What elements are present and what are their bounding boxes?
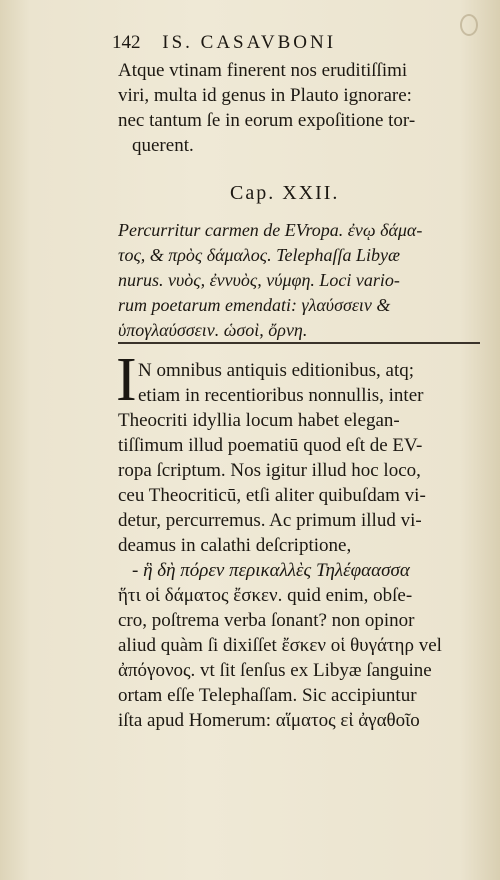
running-header bbox=[112, 32, 482, 54]
summary-line: nurus. νυὸς, ἐννυὸς, νύμφη. Loci vario- bbox=[118, 270, 400, 290]
text-line: querent. bbox=[132, 135, 194, 156]
text-line: nec tantum ſe in eorum expoſitione tor- bbox=[118, 110, 416, 131]
verse-quote-line: - ἣ δὴ πόρεν περικαλλὲς Τηλέφαασσα bbox=[132, 560, 410, 581]
summary-line: rum poetarum emendati: γλαύσσειν & bbox=[118, 295, 391, 315]
text-line: Atque vtinam finerent nos eruditiſſimi bbox=[118, 60, 408, 81]
text-line: aliud quàm ſi dixiſſet ἔσκεν οἱ θυγάτηρ vel bbox=[118, 635, 442, 656]
text-line: cro, poſtrema verba ſonant? non opinor bbox=[118, 610, 415, 631]
text-line: deamus in calathi deſcriptione, bbox=[118, 535, 352, 556]
summary-line: Percurritur carmen de EVropa. ἐνῳ δάμα- bbox=[118, 220, 423, 240]
text-line: detur, percurremus. Ac primum illud vi- bbox=[118, 510, 422, 531]
summary-line: ὑπογλαύσσειν. ὡσοὶ, ὄρνη. bbox=[118, 320, 308, 340]
drop-cap: I bbox=[116, 346, 137, 414]
section-rule bbox=[118, 342, 480, 344]
text-line: viri, multa id genus in Plauto ignorare: bbox=[118, 85, 412, 106]
summary-line: τος, & πρὸς δάμαλος. Telephaſſa Libyæ bbox=[118, 245, 400, 265]
text-line: ortam eſſe Telephaſſam. Sic accipiuntur bbox=[118, 685, 417, 706]
paragraph-main bbox=[118, 358, 480, 733]
text-line: tiſſimum illud poematiū quod eſt de EV- bbox=[118, 435, 423, 456]
text-line: etiam in recentioribus nonnullis, inter bbox=[138, 385, 424, 406]
text-line: ἥτι οἱ δάματος ἔσκεν. quid enim, obſe- bbox=[118, 585, 413, 606]
text-line: iſta apud Homerum: αἵματος εἰ ἀγαθοῖο bbox=[118, 710, 420, 731]
text-line: N omnibus antiquis editionibus, atq; bbox=[138, 360, 415, 381]
text-line: ἀπόγονος. vt ſit ſenſus ex Libyæ ſanguine bbox=[118, 660, 432, 681]
text-line: Theocriti idyllia locum habet elegan- bbox=[118, 410, 400, 431]
paragraph-top bbox=[118, 58, 480, 158]
chapter-summary bbox=[118, 218, 480, 343]
running-title: IS. CASAVBONI bbox=[162, 32, 337, 53]
text-line: ceu Theocriticū, etſi aliter quibuſdam vi- bbox=[118, 485, 426, 506]
chapter-heading: Cap. XXII. bbox=[230, 182, 340, 204]
text-line: ropa ſcriptum. Nos igitur illud hoc loco, bbox=[118, 460, 421, 481]
page-number: 142 bbox=[112, 32, 141, 53]
